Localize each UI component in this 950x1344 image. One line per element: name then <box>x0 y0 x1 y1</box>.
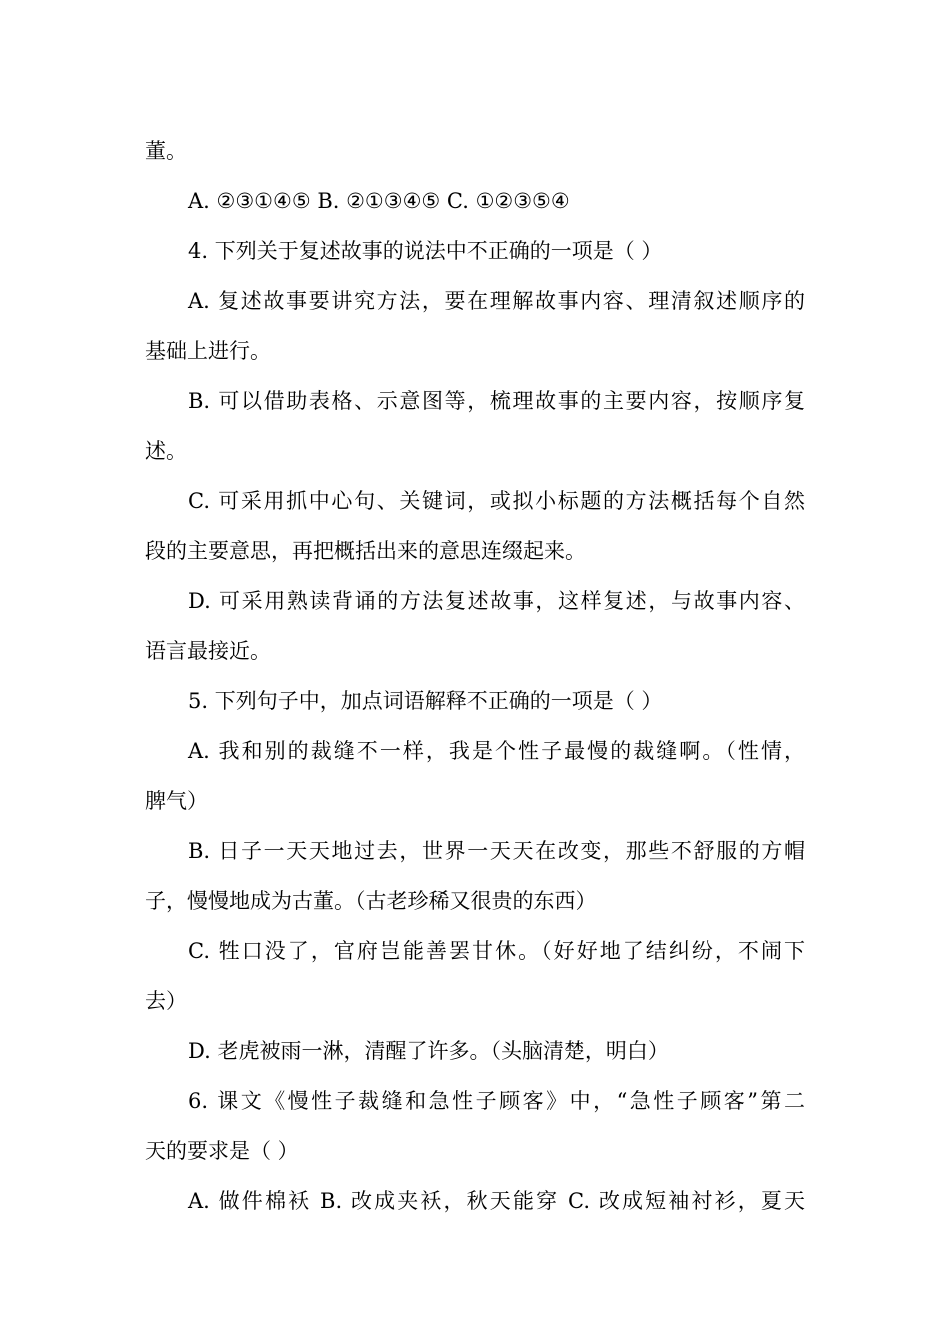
q4-option-a: A. 复述故事要讲究方法，要在理解故事内容、理清叙述顺序的 <box>188 289 805 313</box>
q5-option-c: C. 牲口没了，官府岂能善罢甘休。（好好地了结纠纷，不闹下 <box>188 939 805 963</box>
q6-stem-cont: 天的要求是（ ） <box>145 1139 299 1163</box>
text-line-prev-question-end: 董。 <box>145 139 187 163</box>
q4-option-b-cont: 述。 <box>145 439 187 463</box>
q6-options: A. 做件棉袄 B. 改成夹袄，秋天能穿 C. 改成短袖衬衫，夏天 <box>188 1189 805 1213</box>
q5-option-b-cont: 子，慢慢地成为古董。（古老珍稀又很贵的东西） <box>145 889 597 913</box>
q5-option-a: A. 我和别的裁缝不一样，我是个性子最慢的裁缝啊。（性情， <box>188 739 805 763</box>
q4-option-a-cont: 基础上进行。 <box>145 339 271 363</box>
q4-option-b: B. 可以借助表格、示意图等，梳理故事的主要内容，按顺序复 <box>188 389 805 413</box>
q4-option-c: C. 可采用抓中心句、关键词，或拟小标题的方法概括每个自然 <box>188 489 805 513</box>
q6-stem: 6. 课文《慢性子裁缝和急性子顾客》中，“急性子顾客”第二 <box>188 1089 805 1113</box>
q5-option-b: B. 日子一天天地过去，世界一天天在改变，那些不舒服的方帽 <box>188 839 805 863</box>
q5-option-c-cont: 去） <box>145 989 187 1013</box>
q5-option-a-cont: 脾气） <box>145 789 208 813</box>
q3-options: A. ②③①④⑤ B. ②①③④⑤ C. ①②③⑤④ <box>188 189 570 213</box>
q5-stem: 5. 下列句子中，加点词语解释不正确的一项是（ ） <box>188 689 663 713</box>
q4-stem: 4. 下列关于复述故事的说法中不正确的一项是（ ） <box>188 239 663 263</box>
q4-option-d-cont: 语言最接近。 <box>145 639 271 663</box>
q4-option-d: D. 可采用熟读背诵的方法复述故事，这样复述，与故事内容、 <box>188 589 805 613</box>
q4-option-c-cont: 段的主要意思，再把概括出来的意思连缀起来。 <box>145 539 586 563</box>
q5-option-d: D. 老虎被雨一淋，清醒了许多。（头脑清楚，明白） <box>188 1039 669 1063</box>
